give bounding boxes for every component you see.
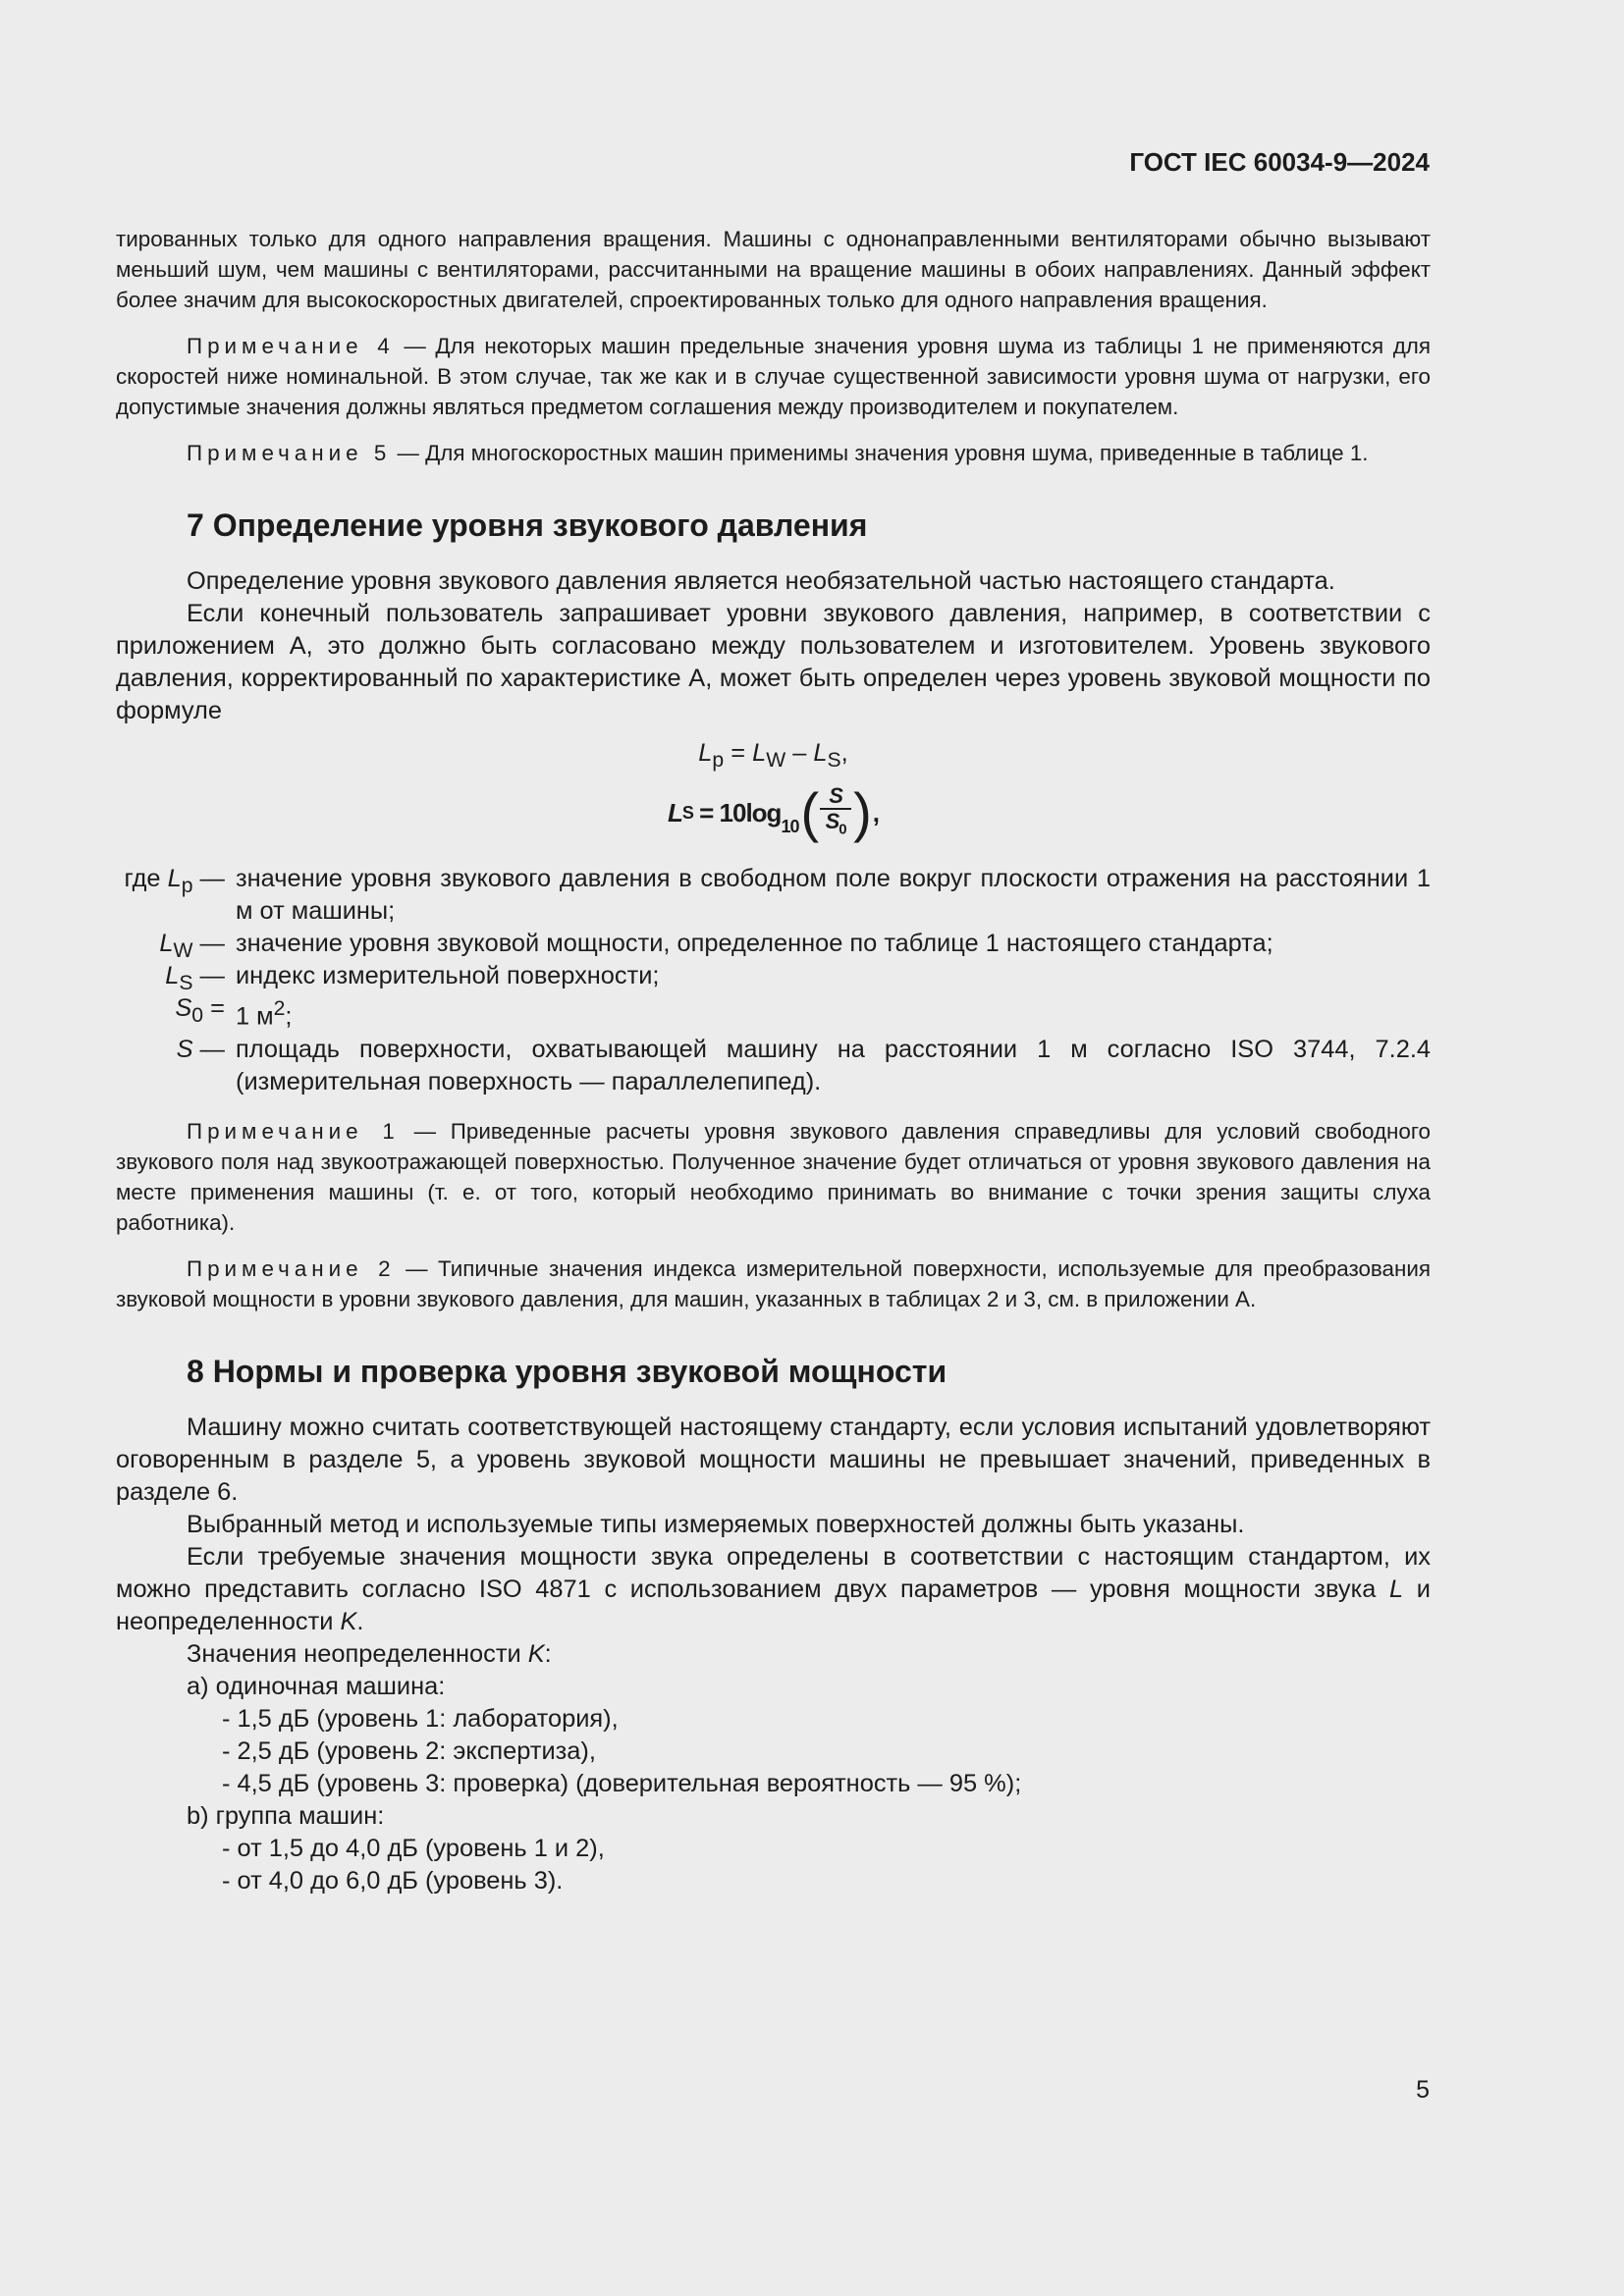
note-text: — Для многоскоростных машин применимы значения уровня шума, приведенные в таблице 1.: [391, 441, 1369, 465]
symbol: L: [159, 930, 174, 958]
note-4: [116, 331, 1431, 422]
note-text: — Приведенные расчеты уровня звукового давления справедливы для условий свободного звукового поля над звукоотражающей поверхностью. Полученное значение будет отличаться от уровня звукового давления на месте применения машины (т. е. от того, который необходимо принимать во внимание с точки зрения защиты слуха работника).: [116, 1118, 1431, 1235]
note-label: Примечание 2: [187, 1255, 396, 1281]
list-subitem: - 4,5 дБ (уровень 3: проверка) (доверительная вероятность — 95 %);: [222, 1769, 1022, 1797]
definition-row: [116, 928, 1431, 963]
note-5: [116, 438, 1431, 468]
note-text: — Типичные значения индекса измерительной поверхности, используемые для преобразования звуковой мощности в уровни звукового давления, для машин, указанных в таблицах 2 и 3, см. в приложении А.: [116, 1255, 1431, 1311]
subscript: S: [681, 802, 693, 823]
note-label: Примечание 1: [187, 1118, 400, 1144]
section-7-paragraph-1: Определение уровня звукового давления является необязательной частью настоящего стандарта.: [187, 567, 1335, 595]
symbol: S: [825, 809, 839, 834]
denominator: [826, 810, 846, 841]
definition-symbol: [116, 863, 232, 902]
separator: —: [192, 1035, 232, 1063]
text: :: [544, 1639, 552, 1668]
list-item-a: a) одиночная машина:: [187, 1672, 446, 1700]
definition-row: [116, 1034, 1431, 1098]
left-paren: (: [800, 781, 819, 844]
text: .: [356, 1607, 364, 1635]
text: Если требуемые значения мощности звука определены в соответствии с настоящим стандартом, их можно представить согласно ISO 4871 с использованием двух параметров — уровня мощности звука: [116, 1542, 1431, 1603]
note-1: [116, 1116, 1431, 1238]
symbol-definitions: [116, 863, 1431, 1097]
numerator: S: [829, 783, 842, 809]
section-7-paragraph-2: Если конечный пользователь запрашивает уровни звукового давления, например, в соответствии с приложением А, это должно быть согласовано между пользователем и изготовителем. Уровень звукового давления, корректированный по характеристике А, может быть определен через уровень звуковой мощности по формуле: [116, 600, 1431, 724]
text: Значения неопределенности: [187, 1639, 528, 1668]
right-paren: ): [853, 781, 871, 844]
uncertainty-list: [116, 1671, 1431, 1897]
continued-paragraph: тированных только для одного направления вращения. Машины с однонаправленными вентиляторами обычно вызывают меньший шум, чем машины с вентиляторами, рассчитанными на вращение машины в обоих направлениях. Данный эффект более значим для высокоскоростных двигателей, спроектированных только для одного направления вращения.: [116, 227, 1431, 312]
subscript: W: [173, 939, 193, 963]
definition-symbol: [116, 1034, 232, 1066]
page-number: 5: [1416, 2076, 1430, 2104]
definition-row: [116, 863, 1431, 928]
operator: = 10log: [692, 797, 782, 828]
subscript: W: [766, 749, 786, 773]
section-8-paragraph-3: [116, 1541, 1431, 1638]
subscript: p: [181, 875, 193, 898]
list-subitem: - 2,5 дБ (уровень 2: экспертиза),: [222, 1736, 596, 1765]
subscript: 0: [839, 821, 846, 838]
subscript: S: [179, 972, 193, 995]
where-word: где: [124, 865, 161, 893]
definition-row: [116, 992, 1431, 1033]
symbol: L: [1389, 1575, 1404, 1603]
note-text: — Для некоторых машин предельные значения уровня шума из таблицы 1 не применяются для скоростей ниже номинальной. В этом случае, так же как и в случае существенной зависимости уровня шума от нагрузки, его допустимые значения должны являться предметом соглашения между производителем и покупателем.: [116, 334, 1431, 419]
definition-row: [116, 960, 1431, 995]
separator: —: [192, 962, 232, 990]
symbol: S: [175, 994, 192, 1023]
formula-sound-pressure: [116, 737, 1431, 776]
symbol: K: [527, 1639, 545, 1668]
section-8-paragraph-1: Машину можно считать соответствующей настоящему стандарту, если условия испытаний удовлетворяют оговоренным в разделе 5, а уровень звуковой мощности машины не превышает значений, приведенных в разделе 6.: [116, 1413, 1431, 1506]
symbol: L: [165, 962, 180, 990]
definition-text: площадь поверхности, охватывающей машину на расстоянии 1 м согласно ISO 3744, 7.2.4 (измерительная поверхность — параллелепипед).: [236, 1035, 1431, 1095]
symbol: L: [752, 739, 767, 767]
section-8-title: 8 Нормы и проверка уровня звуковой мощности: [187, 1353, 947, 1389]
symbol: L: [813, 739, 828, 767]
uncertainty-intro: [116, 1638, 1431, 1671]
subscript: 10: [781, 817, 799, 837]
section-8-paragraph-2: Выбранный метод и используемые типы измеряемых поверхностей должны быть указаны.: [187, 1510, 1245, 1538]
page-content: [116, 224, 1431, 1897]
note-2: [116, 1254, 1431, 1314]
fraction: [820, 784, 851, 841]
separator: —: [192, 930, 232, 958]
definition-text: значение уровня звуковой мощности, определенное по таблице 1 настоящего стандарта;: [236, 930, 1273, 958]
definition-text: индекс измерительной поверхности;: [236, 962, 660, 990]
punctuation: ,: [840, 739, 848, 767]
symbol: S: [176, 1035, 193, 1063]
note-label: Примечание 4: [187, 334, 395, 358]
formula-surface-index: [116, 781, 1431, 844]
superscript: 2: [273, 997, 286, 1021]
punctuation: ,: [872, 797, 880, 828]
note-label: Примечание 5: [187, 441, 392, 465]
document-header: ГОСТ IEC 60034-9—2024: [1129, 147, 1430, 177]
symbol: L: [698, 739, 713, 767]
separator: —: [192, 865, 232, 893]
text: и неопределенности: [116, 1575, 1431, 1635]
definition-text: значение уровня звукового давления в свободном поле вокруг плоскости отражения на расстоянии 1 м от машины;: [236, 865, 1431, 926]
symbol: K: [340, 1607, 357, 1635]
separator: =: [203, 994, 232, 1023]
list-subitem: - от 4,0 до 6,0 дБ (уровень 3).: [222, 1866, 564, 1895]
definition-symbol: [116, 992, 232, 1032]
symbol: L: [667, 797, 682, 828]
operator: –: [785, 739, 814, 767]
subscript: S: [827, 749, 841, 773]
subscript: 0: [191, 1004, 204, 1028]
punctuation: ;: [285, 1002, 293, 1031]
list-item-b: b) группа машин:: [187, 1801, 385, 1830]
definition-text: 1 м: [236, 1002, 274, 1031]
operator: =: [724, 739, 753, 767]
list-subitem: - от 1,5 до 4,0 дБ (уровень 1 и 2),: [222, 1834, 605, 1862]
list-subitem: - 1,5 дБ (уровень 1: лаборатория),: [222, 1704, 619, 1733]
section-7-title: 7 Определение уровня звукового давления: [187, 507, 868, 543]
subscript: p: [712, 749, 725, 773]
symbol: L: [167, 865, 182, 893]
